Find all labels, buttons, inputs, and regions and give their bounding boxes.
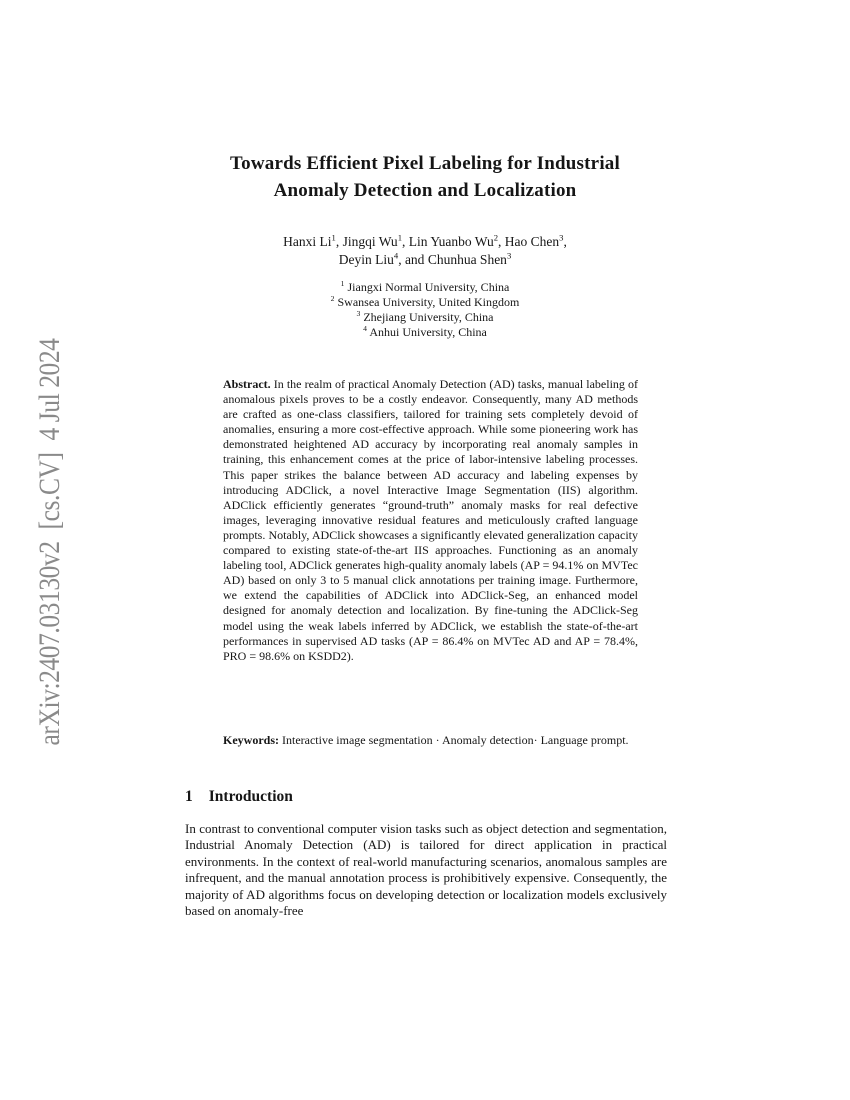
author-line-1 bbox=[100, 233, 750, 251]
author-name: Jingqi Wu bbox=[342, 234, 398, 249]
paper-title bbox=[100, 150, 750, 204]
author-list bbox=[100, 233, 750, 268]
abstract-text: In the realm of practical Anomaly Detection (AD) tasks, manual labeling of anomalous pixels proves to be a costly endeavor. Consequently, many AD methods are crafted as one-class classifiers, tailored for training sets completely devoid of anomalies, ensuring a more cost-effective approach. While some pioneering work has demonstrated heightened AD accuracy by incorporating real anomaly samples in training, this enhancement comes at the price of labor-intensive labeling processes. This paper strikes the balance between AD accuracy and labeling expenses by introducing ADClick, a novel Interactive Image Segmentation (IIS) algorithm. ADClick efficiently generates “ground-truth” anomaly masks for real defective images, leveraging innovative residual features and meticulously crafted language prompts. Notably, ADClick showcases a significantly elevated generalization capacity compared to existing state-of-the-art IIS approaches. Functioning as an anomaly labeling tool, ADClick generates high-quality anomaly labels (AP = 94.1% on MVTec AD) based on only 3 to 5 manual click annotations per training image. Furthermore, we extend the capabilities of ADClick into ADClick-Seg, an enhanced model designed for anomaly detection and localization. By fine-tuning the ADClick-Seg model using the weak labels inferred by ADClick, we establish the state-of-the-art performances in supervised AD tasks (AP = 86.4% on MVTec AD and AP = 78.4%, PRO = 98.6% on KSDD2). bbox=[223, 377, 638, 663]
author-separator: , bbox=[402, 234, 409, 249]
author-affil-marker: 1 bbox=[397, 232, 402, 243]
arxiv-watermark: arXiv:2407.03130v2 [cs.CV] 4 Jul 2024 bbox=[33, 338, 66, 746]
paper-title-line-1: Towards Efficient Pixel Labeling for Industrial bbox=[230, 153, 620, 174]
section-title: Introduction bbox=[208, 788, 293, 805]
affiliation-marker: 3 bbox=[356, 309, 361, 318]
author-name: Chunhua Shen bbox=[427, 251, 507, 267]
affiliation-item bbox=[100, 310, 750, 325]
section-heading-introduction bbox=[185, 788, 667, 806]
affiliation-item bbox=[100, 295, 750, 310]
keywords-text: Interactive image segmentation · Anomaly detection· Language prompt. bbox=[282, 733, 629, 747]
introduction-paragraph: In contrast to conventional computer vision tasks such as object detection and segmentation, Industrial Anomaly Detection (AD) is tailored for direct application in practical environments. In the context of real-world manufacturing scenarios, anomalous samples are infrequent, and the manual annotation process is prohibitively expensive. Consequently, the majority of AD algorithms focus on developing detection or localization models exclusively based on anomaly-free bbox=[185, 821, 667, 919]
author-affil-marker: 3 bbox=[506, 250, 512, 260]
author-affil-marker: 1 bbox=[331, 232, 336, 243]
affiliation-text: Zhejiang University, China bbox=[363, 310, 494, 324]
affiliation-marker: 2 bbox=[330, 294, 335, 303]
author-affil-marker: 3 bbox=[559, 232, 564, 243]
author-name: Lin Yuanbo Wu bbox=[408, 234, 494, 249]
author-line-2 bbox=[100, 251, 750, 269]
abstract-label: Abstract. bbox=[223, 377, 271, 391]
keywords-paragraph bbox=[223, 733, 638, 748]
affiliation-marker: 4 bbox=[363, 324, 367, 333]
paper-title-line-2: Anomaly Detection and Localization bbox=[273, 180, 577, 201]
section-number: 1 bbox=[185, 788, 193, 805]
keywords-label: Keywords: bbox=[223, 733, 279, 747]
affiliation-item bbox=[100, 280, 750, 295]
author-name: Hao Chen bbox=[504, 234, 560, 249]
author-affil-marker: 2 bbox=[493, 232, 499, 243]
author-name: Hanxi Li bbox=[283, 234, 332, 249]
author-separator: , bbox=[498, 234, 505, 249]
affiliation-list bbox=[100, 280, 750, 340]
affiliation-item bbox=[100, 325, 750, 340]
author-separator: , bbox=[563, 234, 567, 249]
affiliation-text: Swansea University, United Kingdom bbox=[337, 295, 520, 309]
author-separator: , bbox=[335, 234, 343, 249]
author-name: Deyin Liu bbox=[338, 251, 394, 267]
author-separator: , and bbox=[398, 251, 428, 267]
affiliation-marker: 1 bbox=[340, 279, 345, 288]
author-affil-marker: 4 bbox=[393, 250, 399, 260]
affiliation-text: Anhui University, China bbox=[369, 325, 487, 339]
affiliation-text: Jiangxi Normal University, China bbox=[347, 280, 510, 294]
abstract-paragraph bbox=[223, 377, 638, 664]
